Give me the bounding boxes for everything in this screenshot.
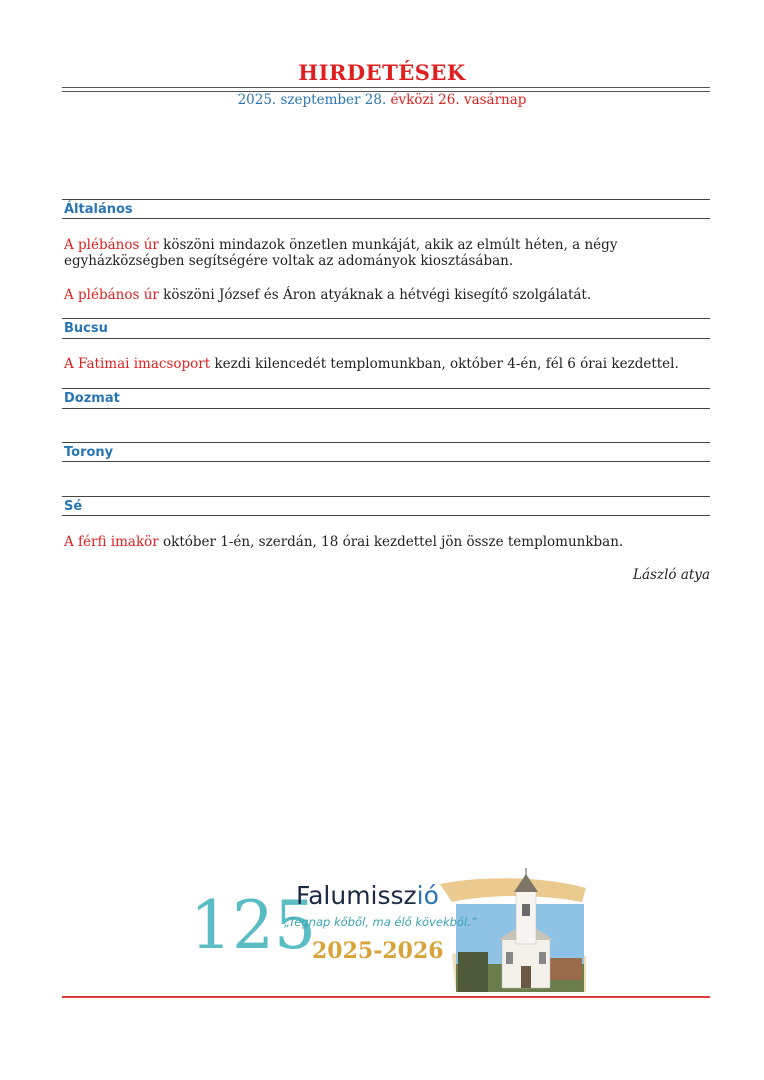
date-text: 2025. szeptember 28. [237,92,387,108]
brush-stroke [440,878,586,902]
section-rule-top [62,318,710,319]
section-heading-altalanos: Általános [64,202,133,217]
section-rule-bottom [62,461,710,462]
section-heading-se: Sé [64,499,83,514]
banner-motto: „Tegnap kőből, ma élő kövekből.” [284,915,477,929]
announcement-subject: A plébános úr [64,287,159,303]
section-heading-dozmat: Dozmat [64,391,120,406]
section-rule-bottom [62,515,710,516]
section-rule-top [62,496,710,497]
announcement-paragraph [64,287,704,303]
announcement-text: köszöni József és Áron atyáknak a hétvégi kisegítő szolgálatát. [158,287,592,303]
date-line [0,92,764,108]
section-rule-bottom [62,338,710,339]
section-heading-bucsu: Bucsu [64,321,108,336]
section-heading-torony: Torony [64,445,114,460]
signature: László atya [633,567,710,583]
section-rule-bottom [62,218,710,219]
banner-name [296,881,439,910]
announcement-paragraph [64,356,704,372]
sunday-text: évközi 26. vasárnap [390,92,527,108]
announcement-subject: A plébános úr [64,237,159,253]
church-photo-tree [458,952,488,992]
announcement-subject: A Fatimai imacsoport [64,356,211,372]
announcement-subject: A férfi imakör [64,534,159,550]
banner-name-tail: ió [416,881,439,910]
church-window [506,952,513,964]
announcement-text: kezdi kilencedét templomunkban, október 4-én, fél 6 órai kezdettel. [210,356,679,372]
section-rule-top [62,388,710,389]
announcement-text: október 1-én, szerdán, 18 órai kezdettel jön össze templomunkban. [158,534,624,550]
church-door [521,966,531,988]
banner-graphic [190,868,590,996]
section-rule-bottom [62,408,710,409]
section-rule-top [62,442,710,443]
page-title: HIRDETÉSEK [298,60,466,85]
announcement-paragraph [64,237,704,269]
church-window [522,904,530,916]
church-window [539,952,546,964]
banner-number: 125 [190,887,316,964]
falumisszio-banner [190,868,590,996]
footer-rule [62,996,710,998]
section-rule-top [62,199,710,200]
banner-years: 2025-2026 [312,938,444,964]
banner-name-main: Falumissz [296,881,417,910]
announcement-text: köszöni mindazok önzetlen munkáját, akik az elmúlt héten, a négy egyházközségben segítségére voltak az adományok kiosztásában. [64,237,618,269]
church-tower [516,890,536,944]
announcement-paragraph [64,534,704,550]
